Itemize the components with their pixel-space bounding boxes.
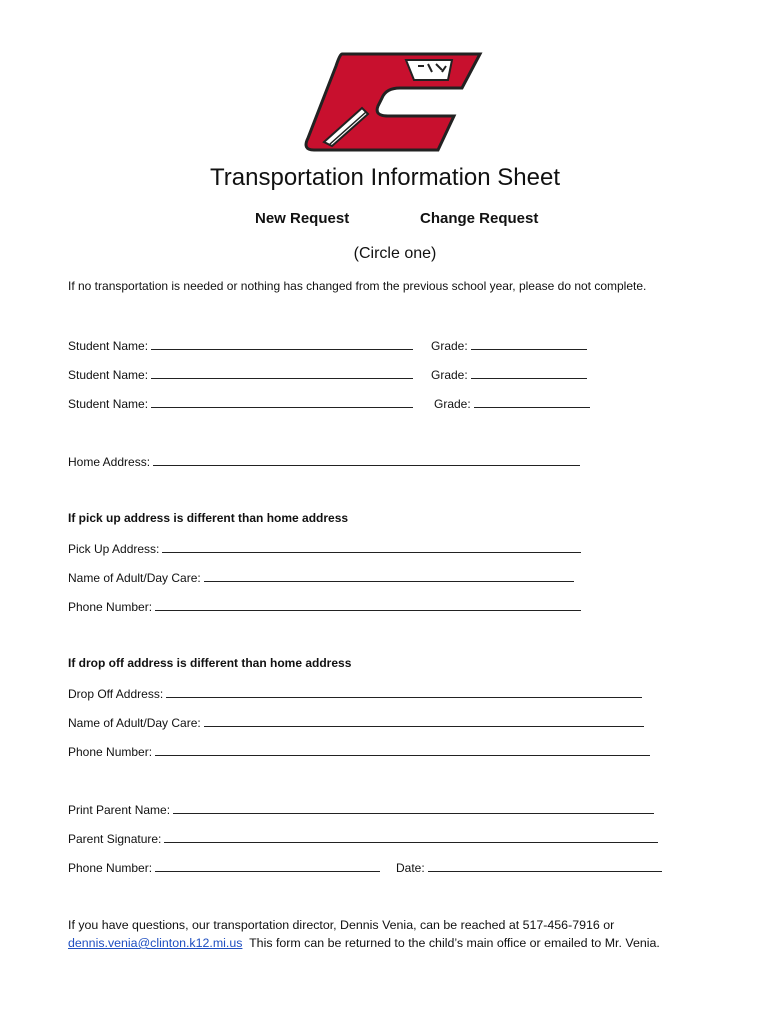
parent-phone-row xyxy=(68,859,380,875)
dropoff-address-field[interactable] xyxy=(166,685,642,698)
dropoff-phone-field[interactable] xyxy=(155,743,650,756)
contact-text: If you have questions, our transportation director, Dennis Venia, can be reached at 517-456-7916 or xyxy=(68,918,615,932)
grade-label: Grade: xyxy=(434,397,471,411)
student-name-row xyxy=(68,395,413,411)
school-c-logo xyxy=(302,46,486,154)
dropoff-phone-label: Phone Number: xyxy=(68,745,153,759)
return-text: This form can be returned to the child’s main office or emailed to Mr. Venia. xyxy=(249,936,660,950)
pickup-heading: If pick up address is different than home address xyxy=(68,511,349,525)
dropoff-address-label: Drop Off Address: xyxy=(68,687,164,701)
pickup-phone-label: Phone Number: xyxy=(68,600,153,614)
home-address-label: Home Address: xyxy=(68,455,151,469)
circle-one-instruction: (Circle one) xyxy=(353,245,437,262)
pickup-address-field[interactable] xyxy=(162,540,581,553)
grade-field[interactable] xyxy=(471,366,587,379)
pickup-phone-row xyxy=(68,598,581,614)
parent-signature-row xyxy=(68,830,658,846)
new-request-option[interactable]: New Request xyxy=(255,210,350,227)
home-address-row xyxy=(68,453,580,469)
parent-phone-field[interactable] xyxy=(155,859,380,872)
grade-row xyxy=(434,395,590,411)
student-name-row xyxy=(68,366,413,382)
student-name-label: Student Name: xyxy=(68,397,149,411)
student-name-field[interactable] xyxy=(151,366,413,379)
student-name-label: Student Name: xyxy=(68,368,149,382)
completion-note: If no transportation is needed or nothing has changed from the previous school year, please do not complete. xyxy=(68,279,647,293)
change-request-option[interactable]: Change Request xyxy=(420,210,539,227)
pickup-address-label: Pick Up Address: xyxy=(68,542,160,556)
parent-name-label: Print Parent Name: xyxy=(68,803,171,817)
date-label: Date: xyxy=(396,861,425,875)
grade-label: Grade: xyxy=(431,368,468,382)
parent-name-field[interactable] xyxy=(173,801,654,814)
date-row xyxy=(396,859,662,875)
student-name-label: Student Name: xyxy=(68,339,149,353)
parent-phone-label: Phone Number: xyxy=(68,861,153,875)
grade-field[interactable] xyxy=(471,337,587,350)
dropoff-heading: If drop off address is different than home address xyxy=(68,656,352,670)
email-link[interactable]: dennis.venia@clinton.k12.mi.us xyxy=(68,936,243,950)
dropoff-phone-row xyxy=(68,743,650,759)
dropoff-adult-field[interactable] xyxy=(204,714,644,727)
parent-signature-field[interactable] xyxy=(164,830,658,843)
pickup-adult-row xyxy=(68,569,574,585)
page-title: Transportation Information Sheet xyxy=(210,164,560,191)
pickup-address-row xyxy=(68,540,581,556)
grade-row xyxy=(431,337,587,353)
dropoff-address-row xyxy=(68,685,642,701)
grade-row xyxy=(431,366,587,382)
parent-name-row xyxy=(68,801,654,817)
pickup-adult-label: Name of Adult/Day Care: xyxy=(68,571,201,585)
grade-label: Grade: xyxy=(431,339,468,353)
return-instructions xyxy=(68,936,660,950)
grade-field[interactable] xyxy=(474,395,590,408)
date-field[interactable] xyxy=(428,859,662,872)
home-address-field[interactable] xyxy=(153,453,580,466)
student-name-row xyxy=(68,337,413,353)
pickup-adult-field[interactable] xyxy=(204,569,574,582)
pickup-phone-field[interactable] xyxy=(155,598,581,611)
student-name-field[interactable] xyxy=(151,395,413,408)
dropoff-adult-label: Name of Adult/Day Care: xyxy=(68,716,201,730)
parent-signature-label: Parent Signature: xyxy=(68,832,162,846)
dropoff-adult-row xyxy=(68,714,644,730)
student-name-field[interactable] xyxy=(151,337,413,350)
